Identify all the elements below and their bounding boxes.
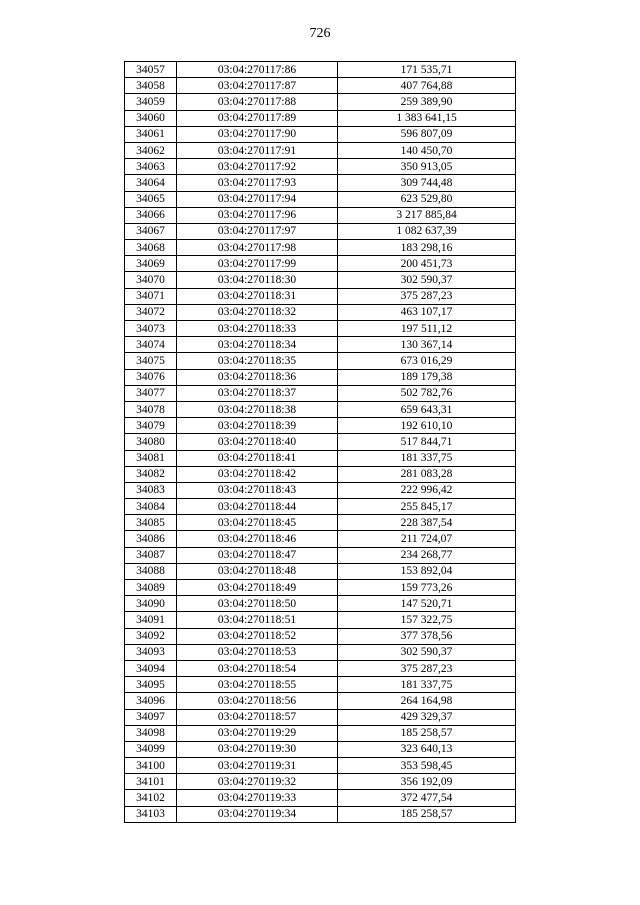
cadastral-value-cell: 130 367,14 xyxy=(338,337,516,353)
row-number-cell: 34078 xyxy=(125,401,177,417)
cadastral-number-cell: 03:04:270117:87 xyxy=(177,78,338,94)
row-number-cell: 34083 xyxy=(125,482,177,498)
cadastral-value-table xyxy=(124,61,516,823)
cadastral-number-cell: 03:04:270118:52 xyxy=(177,628,338,644)
row-number-cell: 34074 xyxy=(125,337,177,353)
cadastral-value-cell: 200 451,73 xyxy=(338,256,516,272)
row-number-cell: 34061 xyxy=(125,126,177,142)
cadastral-number-cell: 03:04:270118:33 xyxy=(177,321,338,337)
row-number-cell: 34101 xyxy=(125,774,177,790)
table-row xyxy=(125,563,516,579)
cadastral-value-cell: 463 107,17 xyxy=(338,304,516,320)
row-number-cell: 34092 xyxy=(125,628,177,644)
cadastral-number-cell: 03:04:270118:37 xyxy=(177,385,338,401)
cadastral-number-cell: 03:04:270118:49 xyxy=(177,580,338,596)
cadastral-number-cell: 03:04:270118:55 xyxy=(177,677,338,693)
cadastral-number-cell: 03:04:270118:43 xyxy=(177,482,338,498)
table-row xyxy=(125,110,516,126)
cadastral-number-cell: 03:04:270118:38 xyxy=(177,401,338,417)
table-row xyxy=(125,240,516,256)
row-number-cell: 34062 xyxy=(125,142,177,158)
cadastral-value-cell: 309 744,48 xyxy=(338,175,516,191)
cadastral-value-cell: 157 322,75 xyxy=(338,612,516,628)
row-number-cell: 34066 xyxy=(125,207,177,223)
table-body xyxy=(125,62,516,823)
table-row xyxy=(125,207,516,223)
cadastral-number-cell: 03:04:270117:88 xyxy=(177,94,338,110)
table-row xyxy=(125,401,516,417)
cadastral-value-cell: 228 387,54 xyxy=(338,515,516,531)
table-row xyxy=(125,321,516,337)
table-row xyxy=(125,62,516,78)
cadastral-value-cell: 429 329,37 xyxy=(338,709,516,725)
table-row xyxy=(125,660,516,676)
cadastral-number-cell: 03:04:270118:41 xyxy=(177,450,338,466)
cadastral-number-cell: 03:04:270118:31 xyxy=(177,288,338,304)
cadastral-number-cell: 03:04:270117:94 xyxy=(177,191,338,207)
cadastral-number-cell: 03:04:270119:29 xyxy=(177,725,338,741)
row-number-cell: 34099 xyxy=(125,741,177,757)
cadastral-value-cell: 302 590,37 xyxy=(338,644,516,660)
table-row xyxy=(125,369,516,385)
cadastral-number-cell: 03:04:270117:97 xyxy=(177,223,338,239)
table-row xyxy=(125,434,516,450)
row-number-cell: 34102 xyxy=(125,790,177,806)
cadastral-value-cell: 3 217 885,84 xyxy=(338,207,516,223)
row-number-cell: 34096 xyxy=(125,693,177,709)
cadastral-value-cell: 153 892,04 xyxy=(338,563,516,579)
cadastral-value-cell: 596 807,09 xyxy=(338,126,516,142)
row-number-cell: 34057 xyxy=(125,62,177,78)
cadastral-value-cell: 259 389,90 xyxy=(338,94,516,110)
cadastral-number-cell: 03:04:270117:91 xyxy=(177,142,338,158)
row-number-cell: 34060 xyxy=(125,110,177,126)
cadastral-value-cell: 185 258,57 xyxy=(338,806,516,822)
cadastral-value-cell: 372 477,54 xyxy=(338,790,516,806)
row-number-cell: 34065 xyxy=(125,191,177,207)
cadastral-number-cell: 03:04:270118:48 xyxy=(177,563,338,579)
cadastral-value-cell: 192 610,10 xyxy=(338,418,516,434)
table-row xyxy=(125,612,516,628)
table-row xyxy=(125,515,516,531)
cadastral-value-cell: 264 164,98 xyxy=(338,693,516,709)
cadastral-value-cell: 1 082 637,39 xyxy=(338,223,516,239)
cadastral-number-cell: 03:04:270118:54 xyxy=(177,660,338,676)
row-number-cell: 34068 xyxy=(125,240,177,256)
row-number-cell: 34076 xyxy=(125,369,177,385)
table-row xyxy=(125,466,516,482)
row-number-cell: 34098 xyxy=(125,725,177,741)
cadastral-value-cell: 181 337,75 xyxy=(338,450,516,466)
table-row xyxy=(125,741,516,757)
cadastral-value-cell: 323 640,13 xyxy=(338,741,516,757)
cadastral-number-cell: 03:04:270117:89 xyxy=(177,110,338,126)
row-number-cell: 34063 xyxy=(125,159,177,175)
table-row xyxy=(125,385,516,401)
row-number-cell: 34088 xyxy=(125,563,177,579)
cadastral-value-cell: 159 773,26 xyxy=(338,580,516,596)
cadastral-value-cell: 375 287,23 xyxy=(338,660,516,676)
cadastral-value-cell: 659 643,31 xyxy=(338,401,516,417)
table-row xyxy=(125,644,516,660)
cadastral-number-cell: 03:04:270117:92 xyxy=(177,159,338,175)
row-number-cell: 34075 xyxy=(125,353,177,369)
row-number-cell: 34093 xyxy=(125,644,177,660)
table-row xyxy=(125,547,516,563)
row-number-cell: 34067 xyxy=(125,223,177,239)
row-number-cell: 34085 xyxy=(125,515,177,531)
row-number-cell: 34100 xyxy=(125,758,177,774)
cadastral-number-cell: 03:04:270118:50 xyxy=(177,596,338,612)
row-number-cell: 34069 xyxy=(125,256,177,272)
cadastral-number-cell: 03:04:270119:31 xyxy=(177,758,338,774)
table-row xyxy=(125,191,516,207)
table-row xyxy=(125,78,516,94)
cadastral-number-cell: 03:04:270119:33 xyxy=(177,790,338,806)
cadastral-number-cell: 03:04:270117:98 xyxy=(177,240,338,256)
cadastral-value-cell: 234 268,77 xyxy=(338,547,516,563)
cadastral-value-cell: 502 782,76 xyxy=(338,385,516,401)
row-number-cell: 34082 xyxy=(125,466,177,482)
table-row xyxy=(125,223,516,239)
cadastral-value-cell: 350 913,05 xyxy=(338,159,516,175)
row-number-cell: 34080 xyxy=(125,434,177,450)
cadastral-value-cell: 1 383 641,15 xyxy=(338,110,516,126)
cadastral-number-cell: 03:04:270119:34 xyxy=(177,806,338,822)
table-row xyxy=(125,628,516,644)
cadastral-number-cell: 03:04:270118:45 xyxy=(177,515,338,531)
cadastral-value-cell: 183 298,16 xyxy=(338,240,516,256)
cadastral-value-cell: 517 844,71 xyxy=(338,434,516,450)
cadastral-number-cell: 03:04:270117:96 xyxy=(177,207,338,223)
row-number-cell: 34091 xyxy=(125,612,177,628)
row-number-cell: 34090 xyxy=(125,596,177,612)
row-number-cell: 34071 xyxy=(125,288,177,304)
table-row xyxy=(125,126,516,142)
table-row xyxy=(125,337,516,353)
row-number-cell: 34059 xyxy=(125,94,177,110)
cadastral-number-cell: 03:04:270118:42 xyxy=(177,466,338,482)
cadastral-value-cell: 375 287,23 xyxy=(338,288,516,304)
table-row xyxy=(125,580,516,596)
row-number-cell: 34103 xyxy=(125,806,177,822)
cadastral-number-cell: 03:04:270118:57 xyxy=(177,709,338,725)
cadastral-number-cell: 03:04:270118:39 xyxy=(177,418,338,434)
cadastral-value-cell: 255 845,17 xyxy=(338,499,516,515)
cadastral-value-cell: 353 598,45 xyxy=(338,758,516,774)
row-number-cell: 34079 xyxy=(125,418,177,434)
cadastral-number-cell: 03:04:270118:56 xyxy=(177,693,338,709)
table-row xyxy=(125,596,516,612)
table-row xyxy=(125,806,516,822)
cadastral-value-cell: 222 996,42 xyxy=(338,482,516,498)
row-number-cell: 34087 xyxy=(125,547,177,563)
cadastral-number-cell: 03:04:270118:32 xyxy=(177,304,338,320)
row-number-cell: 34070 xyxy=(125,272,177,288)
cadastral-value-cell: 377 378,56 xyxy=(338,628,516,644)
row-number-cell: 34095 xyxy=(125,677,177,693)
row-number-cell: 34073 xyxy=(125,321,177,337)
cadastral-number-cell: 03:04:270118:34 xyxy=(177,337,338,353)
table-row xyxy=(125,142,516,158)
cadastral-number-cell: 03:04:270118:53 xyxy=(177,644,338,660)
cadastral-value-cell: 185 258,57 xyxy=(338,725,516,741)
cadastral-value-cell: 181 337,75 xyxy=(338,677,516,693)
table-row xyxy=(125,482,516,498)
row-number-cell: 34094 xyxy=(125,660,177,676)
cadastral-number-cell: 03:04:270118:47 xyxy=(177,547,338,563)
cadastral-value-cell: 197 511,12 xyxy=(338,321,516,337)
table-row xyxy=(125,790,516,806)
table-row xyxy=(125,709,516,725)
table-row xyxy=(125,272,516,288)
cadastral-value-cell: 171 535,71 xyxy=(338,62,516,78)
cadastral-value-cell: 211 724,07 xyxy=(338,531,516,547)
table-row xyxy=(125,418,516,434)
table-row xyxy=(125,288,516,304)
row-number-cell: 34077 xyxy=(125,385,177,401)
row-number-cell: 34089 xyxy=(125,580,177,596)
cadastral-value-cell: 623 529,80 xyxy=(338,191,516,207)
row-number-cell: 34084 xyxy=(125,499,177,515)
cadastral-value-cell: 356 192,09 xyxy=(338,774,516,790)
row-number-cell: 34072 xyxy=(125,304,177,320)
cadastral-number-cell: 03:04:270117:99 xyxy=(177,256,338,272)
table-row xyxy=(125,353,516,369)
row-number-cell: 34058 xyxy=(125,78,177,94)
table-row xyxy=(125,677,516,693)
cadastral-number-cell: 03:04:270117:90 xyxy=(177,126,338,142)
page-number: 726 xyxy=(309,26,331,41)
cadastral-value-cell: 281 083,28 xyxy=(338,466,516,482)
cadastral-value-cell: 302 590,37 xyxy=(338,272,516,288)
table-row xyxy=(125,758,516,774)
table-row xyxy=(125,450,516,466)
table-row xyxy=(125,94,516,110)
row-number-cell: 34064 xyxy=(125,175,177,191)
table-row xyxy=(125,693,516,709)
table-row xyxy=(125,531,516,547)
table-row xyxy=(125,725,516,741)
cadastral-value-cell: 407 764,88 xyxy=(338,78,516,94)
cadastral-number-cell: 03:04:270118:36 xyxy=(177,369,338,385)
table-row xyxy=(125,499,516,515)
cadastral-number-cell: 03:04:270118:46 xyxy=(177,531,338,547)
cadastral-number-cell: 03:04:270117:86 xyxy=(177,62,338,78)
table-row xyxy=(125,159,516,175)
cadastral-value-cell: 673 016,29 xyxy=(338,353,516,369)
row-number-cell: 34086 xyxy=(125,531,177,547)
cadastral-number-cell: 03:04:270118:44 xyxy=(177,499,338,515)
row-number-cell: 34097 xyxy=(125,709,177,725)
cadastral-number-cell: 03:04:270118:30 xyxy=(177,272,338,288)
cadastral-number-cell: 03:04:270119:30 xyxy=(177,741,338,757)
row-number-cell: 34081 xyxy=(125,450,177,466)
cadastral-number-cell: 03:04:270118:40 xyxy=(177,434,338,450)
cadastral-number-cell: 03:04:270119:32 xyxy=(177,774,338,790)
table-row xyxy=(125,256,516,272)
cadastral-value-cell: 140 450,70 xyxy=(338,142,516,158)
cadastral-number-cell: 03:04:270118:51 xyxy=(177,612,338,628)
cadastral-number-cell: 03:04:270118:35 xyxy=(177,353,338,369)
cadastral-number-cell: 03:04:270117:93 xyxy=(177,175,338,191)
table-row xyxy=(125,774,516,790)
table-row xyxy=(125,175,516,191)
cadastral-value-cell: 189 179,38 xyxy=(338,369,516,385)
table-row xyxy=(125,304,516,320)
cadastral-value-cell: 147 520,71 xyxy=(338,596,516,612)
